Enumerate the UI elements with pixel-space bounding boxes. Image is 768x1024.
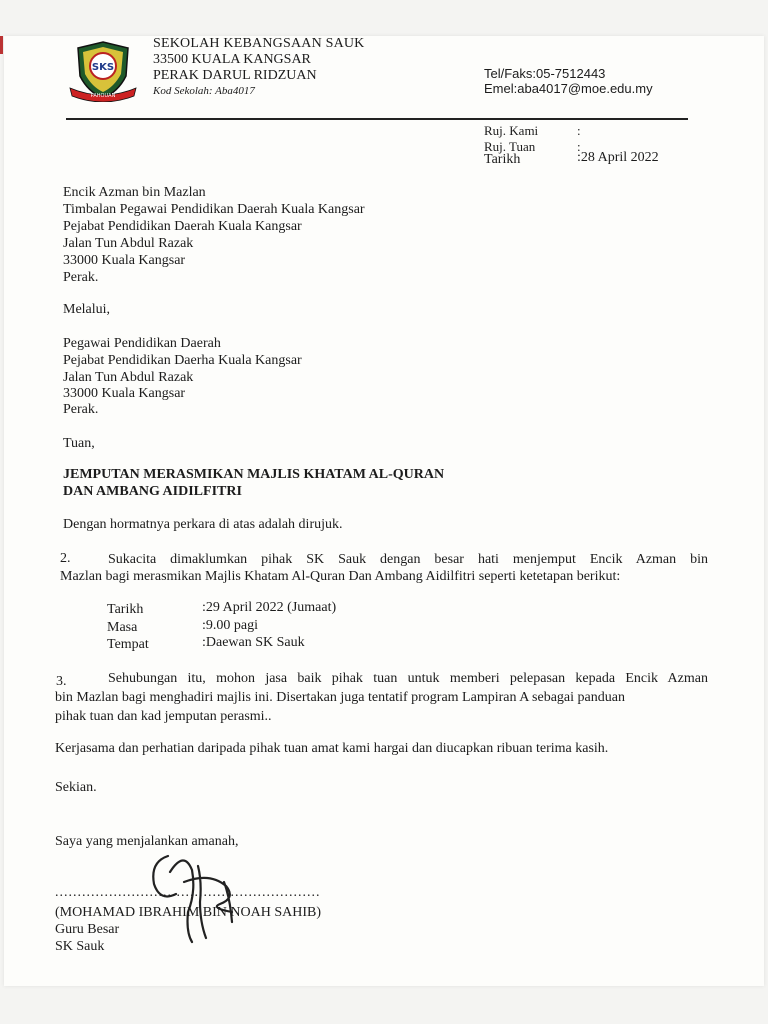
para3-number: 3. [56,674,67,689]
signatory-org: SK Sauk [55,939,105,954]
para2-number: 2. [60,551,71,566]
school-name: SEKOLAH KEBANGSAAN SAUK [153,36,365,51]
tarikh-value: :28 April 2022 [577,150,659,165]
ruj-kami-value: : [577,123,581,138]
subject-line: JEMPUTAN MERASMIKAN MAJLIS KHATAM AL-QURAN [63,467,445,482]
school-code: Kod Sekolah: Aba4017 [153,85,255,97]
tarikh-label: Tarikh [484,152,521,167]
para3-line1: Sehubungan itu, mohon jasa baik pihak tuan untuk memberi pelepasan kepada Encik Azman [108,671,708,686]
detail-label-masa: Masa [107,620,138,635]
recipient-line: Perak. [63,270,99,285]
via-line: Pegawai Pendidikan Daerah [63,336,221,351]
signature-dotted-line: ........................................................... [55,885,321,900]
ruj-tuan-label: Ruj. Tuan [484,139,536,154]
via-line: Jalan Tun Abdul Razak [63,370,194,385]
via-line: Perak. [63,402,99,417]
school-address-line1: 33500 KUALA KANGSAR [153,52,311,67]
via-line: 33000 Kuala Kangsar [63,386,186,401]
para3-line2: bin Mazlan bagi menghadiri majlis ini. Disertakan juga tentatif program Lampiran A sebagai panduan [55,690,625,705]
recipient-line: Pejabat Pendidikan Daerah Kuala Kangsar [63,219,302,234]
detail-label-tempat: Tempat [107,637,149,652]
recipient-line: Timbalan Pegawai Pendidikan Daerah Kuala Kangsar [63,202,365,217]
signoff: Saya yang menjalankan amanah, [55,834,239,849]
detail-value-tarikh: :29 April 2022 (Jumaat) [202,600,337,615]
email-address: Emel:aba4017@moe.edu.my [484,81,653,96]
school-crest-logo [68,38,138,102]
subject-line: DAN AMBANG AIDILFITRI [63,484,242,499]
opening-sentence: Dengan hormatnya perkara di atas adalah dirujuk. [63,517,343,532]
para2-line1: Sukacita dimaklumkan pihak SK Sauk dengan besar hati menjemput Encik Azman bin [108,552,708,567]
logo-ribbon-text: PAHOUAN [90,93,116,99]
header-divider [66,118,688,120]
detail-label-tarikh: Tarikh [107,602,144,617]
detail-value-masa: :9.00 pagi [202,618,258,633]
recipient-line: Encik Azman bin Mazlan [63,185,206,200]
via-label: Melalui, [63,302,111,317]
para2-line2: Mazlan bagi merasmikan Majlis Khatam Al-Quran Dan Ambang Aidilfitri seperti ketetapan berikut: [60,569,621,584]
salutation: Tuan, [63,436,95,451]
ruj-kami-label: Ruj. Kami [484,123,539,138]
closing-thanks: Kerjasama dan perhatian daripada pihak tuan amat kami hargai dan diucapkan ribuan terima kasih. [55,741,609,756]
ruj-tuan-value: : [577,139,581,154]
recipient-line: Jalan Tun Abdul Razak [63,236,194,251]
sekian: Sekian. [55,780,97,795]
signatory-title: Guru Besar [55,922,120,937]
para3-line3: pihak tuan dan kad jemputan perasmi.. [55,709,272,724]
via-line: Pejabat Pendidikan Daerha Kuala Kangsar [63,353,302,368]
logo-lettering: SKS [91,62,115,73]
tel-faks: Tel/Faks:05-7512443 [484,66,606,81]
recipient-line: 33000 Kuala Kangsar [63,253,186,268]
page-edge-mark [0,36,3,54]
school-address-line2: PERAK DARUL RIDZUAN [153,68,317,83]
signatory-name: (MOHAMAD IBRAHIM BIN NOAH SAHIB) [55,905,321,920]
detail-value-tempat: :Daewan SK Sauk [202,635,305,650]
